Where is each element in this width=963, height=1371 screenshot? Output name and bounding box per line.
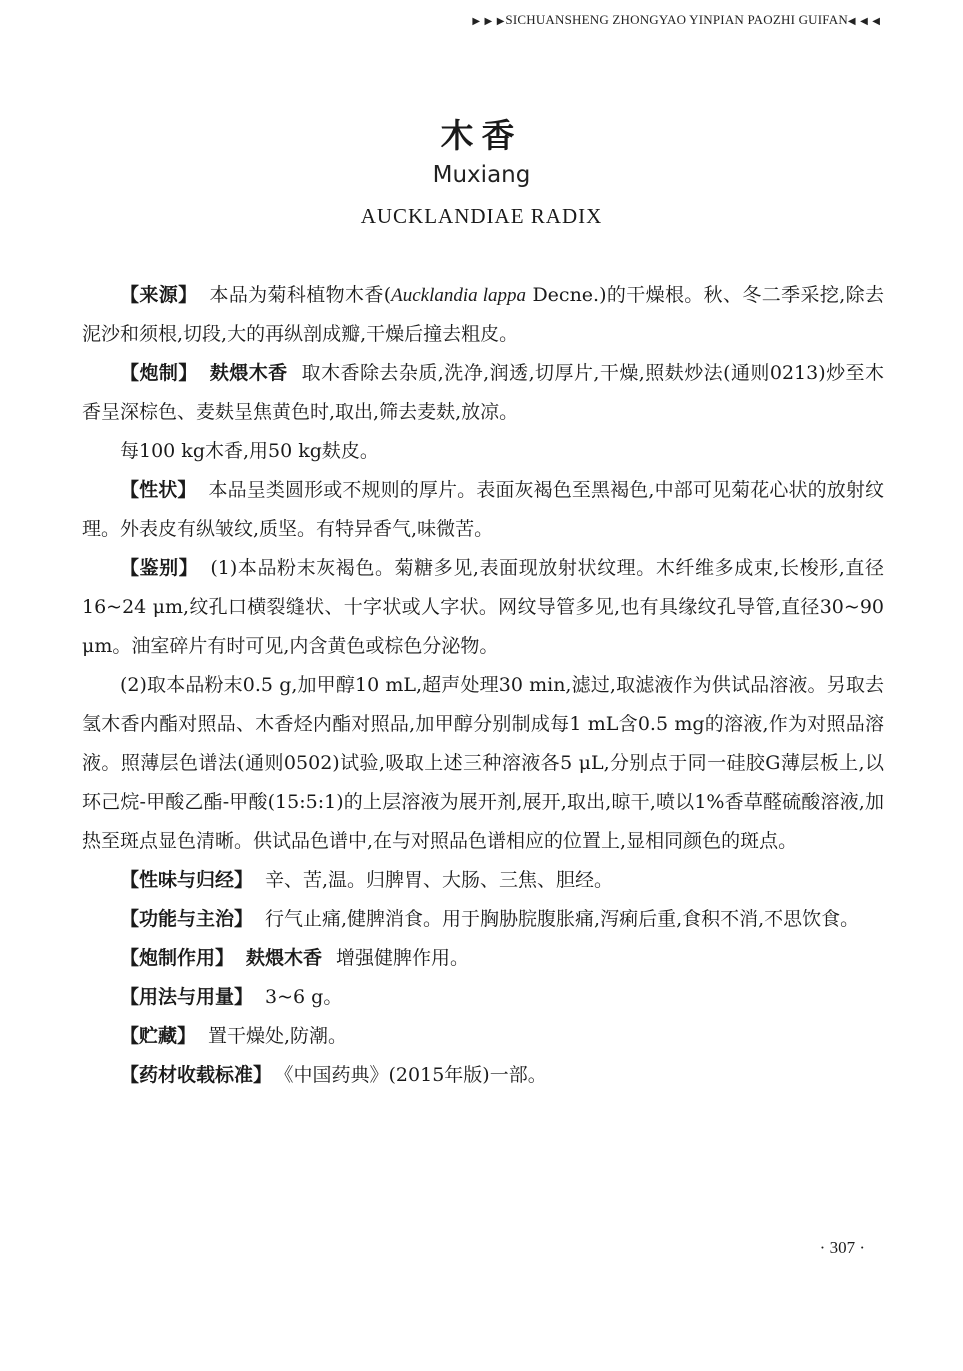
- identification-item-2: (2)取本品粉末0.5 g,加甲醇10 mL,超声处理30 min,滤过,取滤液作为供试品溶液。另取去氢木香内酯对照品、木香烃内酯对照品,加甲醇分别制成每1 mL含0.5 mg的溶液,作为对照品溶液。照薄层色谱法(通则0502)试验,吸取上述三种溶液各5 μL,分别点于同一硅胶G薄层板上,以环己烷-甲酸乙酯-甲酸(15:5:1)的上层溶液为展开剂,展开,取出,晾干,喷以1%香草醛硫酸溶液,加热至斑点显色清晰。供试品色谱中,在与对照品色谱相应的位置上,显相同颜色的斑点。: [82, 674, 884, 852]
- processing-effect-text: 增强健脾作用。: [336, 947, 470, 969]
- section-processing: [82, 354, 884, 432]
- standard-text: 《中国药典》(2015年版)一部。: [284, 1064, 547, 1086]
- entry-body: [82, 276, 884, 1095]
- storage-text: 置干燥处,防潮。: [208, 1025, 348, 1047]
- section-label-identification: 【鉴别】: [120, 557, 199, 579]
- section-function: [82, 900, 884, 939]
- identification-item-1: (1)本品粉末灰褐色。菊糖多见,表面现放射状纹理。木纤维多成束,长梭形,直径16~24 μm,纹孔口横裂缝状、十字状或人字状。网纹导管多见,也有具缘纹孔导管,直径30~90 μm。油室碎片有时可见,内含黄色或棕色分泌物。: [82, 557, 884, 657]
- section-standard: [82, 1056, 884, 1095]
- usage-text: 3~6 g。: [265, 986, 343, 1008]
- section-description: [82, 471, 884, 549]
- source-text-b: Decne.)的干燥根。秋、冬二季采挖,除去泥沙和须根,切段,大的再纵剖成瓣,干燥后撞去粗皮。: [82, 284, 884, 345]
- left-arrows-icon: ◀ ◀ ◀: [847, 16, 881, 27]
- section-nature: [82, 861, 884, 900]
- section-processing-effect: [82, 939, 884, 978]
- page-number: · 307 ·: [819, 1238, 865, 1257]
- section-usage: [82, 978, 884, 1017]
- section-label-source: 【来源】: [120, 284, 198, 306]
- section-identification: [82, 549, 884, 666]
- section-label-description: 【性状】: [120, 479, 197, 501]
- species-name: Aucklandia lappa: [391, 285, 527, 306]
- running-header-text: SICHUANSHENG ZHONGYAO YINPIAN PAOZHI GUIFAN: [505, 12, 848, 27]
- processing-effect-method: 麸煨木香: [246, 947, 323, 969]
- section-label-processing-effect: 【炮制作用】: [120, 947, 235, 969]
- section-label-function: 【功能与主治】: [120, 908, 254, 930]
- section-source: [82, 276, 884, 354]
- entry-pinyin: Muxiang: [432, 162, 531, 188]
- function-text: 行气止痛,健脾消食。用于胸胁脘腹胀痛,泻痢后重,食积不消,不思饮食。: [265, 908, 860, 930]
- right-arrows-icon: ▶ ▶ ▶: [472, 16, 506, 27]
- section-label-standard: 【药材收载标准】: [120, 1064, 273, 1086]
- section-label-usage: 【用法与用量】: [120, 986, 254, 1008]
- section-storage: [82, 1017, 884, 1056]
- source-text-a: 本品为菊科植物木香(: [209, 284, 392, 306]
- nature-text: 辛、苦,温。归脾胃、大肠、三焦、胆经。: [265, 869, 614, 891]
- entry-title: 木香: [440, 116, 523, 155]
- description-text: 本品呈类圆形或不规则的厚片。表面灰褐色至黑褐色,中部可见菊花心状的放射纹理。外表皮有纵皱纹,质坚。有特异香气,味微苦。: [82, 479, 884, 540]
- section-label-processing: 【炮制】: [120, 362, 198, 384]
- section-label-nature: 【性味与归经】: [120, 869, 254, 891]
- processing-method: 麸煨木香: [209, 362, 288, 384]
- entry-latin-name: AUCKLANDIAE RADIX: [360, 204, 603, 228]
- running-header: [472, 12, 881, 28]
- section-label-storage: 【贮藏】: [120, 1025, 197, 1047]
- processing-dosage-note: 每100 kg木香,用50 kg麸皮。: [120, 440, 379, 462]
- processing-text: 取木香除去杂质,洗净,润透,切厚片,干燥,照麸炒法(通则0213)炒至木香呈深棕色、麦麸呈焦黄色时,取出,筛去麦麸,放凉。: [82, 362, 884, 423]
